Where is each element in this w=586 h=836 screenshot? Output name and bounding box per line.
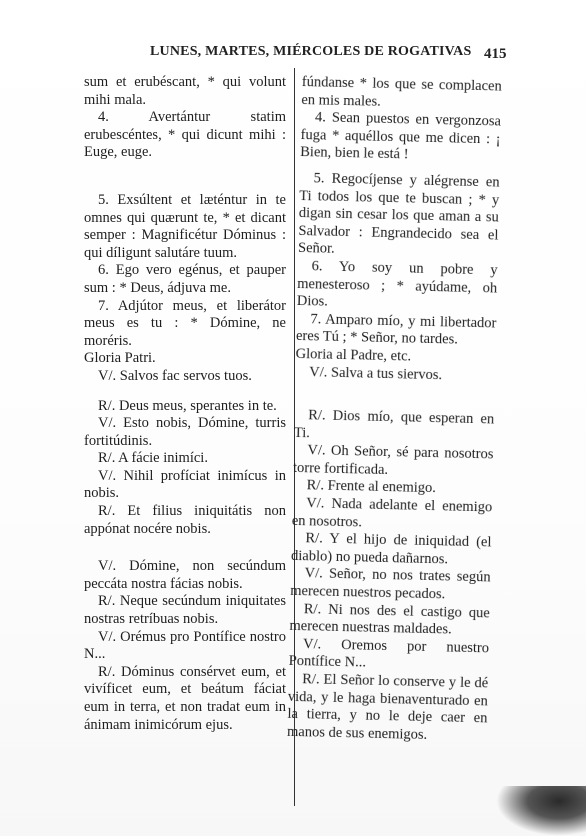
- spanish-paragraph: 4. Sean puestos en vergonzosa fuga * aquéllos que me dicen : ¡ Bien, bien le está !: [300, 109, 502, 163]
- latin-paragraph: R/. Dóminus consérvet eum, et vivíficet eum, et beátum fáciat eum in terra, et non tradat eum in ánimam inimicórum ejus.: [84, 663, 286, 733]
- latin-paragraph: R/. A fácie inimíci.: [98, 450, 208, 467]
- latin-paragraph: V/. Orémus pro Pontífice nostro N...: [84, 628, 286, 663]
- spanish-paragraph: R/. Frente al enemigo.: [306, 477, 437, 497]
- spanish-paragraph: V/. Nada adelante el enemigo en nosotros.: [291, 495, 493, 531]
- spanish-paragraph: Gloria al Padre, etc.: [295, 345, 412, 365]
- latin-paragraph: V/. Dómine, non secúndum peccáta nostra fácias nobis.: [84, 558, 286, 592]
- spanish-paragraph: R/. Dios mío, que esperan en Ti.: [293, 407, 495, 441]
- spanish-paragraph: V/. Oh Señor, sé para nosotros torre fortificada.: [292, 442, 494, 478]
- latin-paragraph: Gloria Patri.: [84, 350, 156, 367]
- spanish-column: [287, 74, 502, 746]
- latin-paragraph: 6. Ego vero egénus, et pauper sum : * Deus, ádjuva me.: [84, 262, 286, 296]
- latin-paragraph: V/. Nihil profíciat inimícus in nobis.: [84, 467, 286, 502]
- page-corner-shadow: [496, 786, 586, 836]
- page-number: 415: [484, 46, 507, 62]
- latin-paragraph: 7. Adjútor meus, et liberátor meus es tu : * Dómine, ne moréris.: [84, 297, 286, 349]
- latin-paragraph: R/. Deus meus, sperantes in te.: [98, 397, 277, 414]
- spanish-paragraph: V/. Señor, no nos trates según merecen nuestros pecados.: [290, 565, 491, 603]
- spanish-paragraph: fúndanse * los que se complacen en mis males.: [301, 74, 502, 110]
- latin-paragraph: 4. Avertántur statim erubescéntes, * qui dicunt mihi : Euge, euge.: [84, 109, 286, 161]
- spanish-paragraph: V/. Oremos por nuestro Pontífice N...: [288, 635, 490, 672]
- latin-column: [84, 74, 286, 734]
- spanish-paragraph: R/. El Señor lo conserve y le dé vida, y le haga bienaventurado en la tierra, y no le deje caer en manos de sus enemigos.: [286, 671, 489, 743]
- latin-paragraph: 5. Exsúltent et læténtur in te omnes qui quærunt te, * et dicant semper : Magnificétur Dóminus : qui díligunt salutáre tuum.: [84, 191, 286, 261]
- spanish-paragraph: 7. Amparo mío, y mi libertador eres Tú ; * Señor, no tardes.: [295, 310, 497, 348]
- spanish-paragraph: R/. Y el hijo de iniquidad (el diablo) no pueda dañarnos.: [290, 530, 492, 568]
- spanish-paragraph: R/. Ni nos des el castigo que merecen nuestras maldades.: [289, 600, 491, 638]
- latin-paragraph: V/. Esto nobis, Dómine, turris fortitúdinis.: [84, 415, 286, 449]
- running-header: LUNES, MARTES, MIÉRCOLES DE ROGATIVAS: [150, 44, 472, 59]
- latin-paragraph: R/. Neque secúndum iniquitates nostras retríbuas nobis.: [84, 593, 286, 628]
- spanish-paragraph: 5. Regocíjense y alégrense en Ti todos los que te buscan ; * y digan sin cesar los que aman a su Salvador : Engrandecido sea el Señor.: [297, 170, 500, 258]
- spanish-paragraph: V/. Salva a tus siervos.: [309, 363, 443, 383]
- latin-paragraph: V/. Salvos fac servos tuos.: [98, 367, 252, 384]
- latin-paragraph: sum et erubéscant, * qui volunt mihi mala.: [84, 74, 286, 108]
- latin-paragraph: R/. Et filius iniquitátis non appónat nocére nobis.: [84, 503, 286, 537]
- spanish-paragraph: 6. Yo soy un pobre y menesteroso ; * ayúdame, oh Dios.: [296, 258, 498, 310]
